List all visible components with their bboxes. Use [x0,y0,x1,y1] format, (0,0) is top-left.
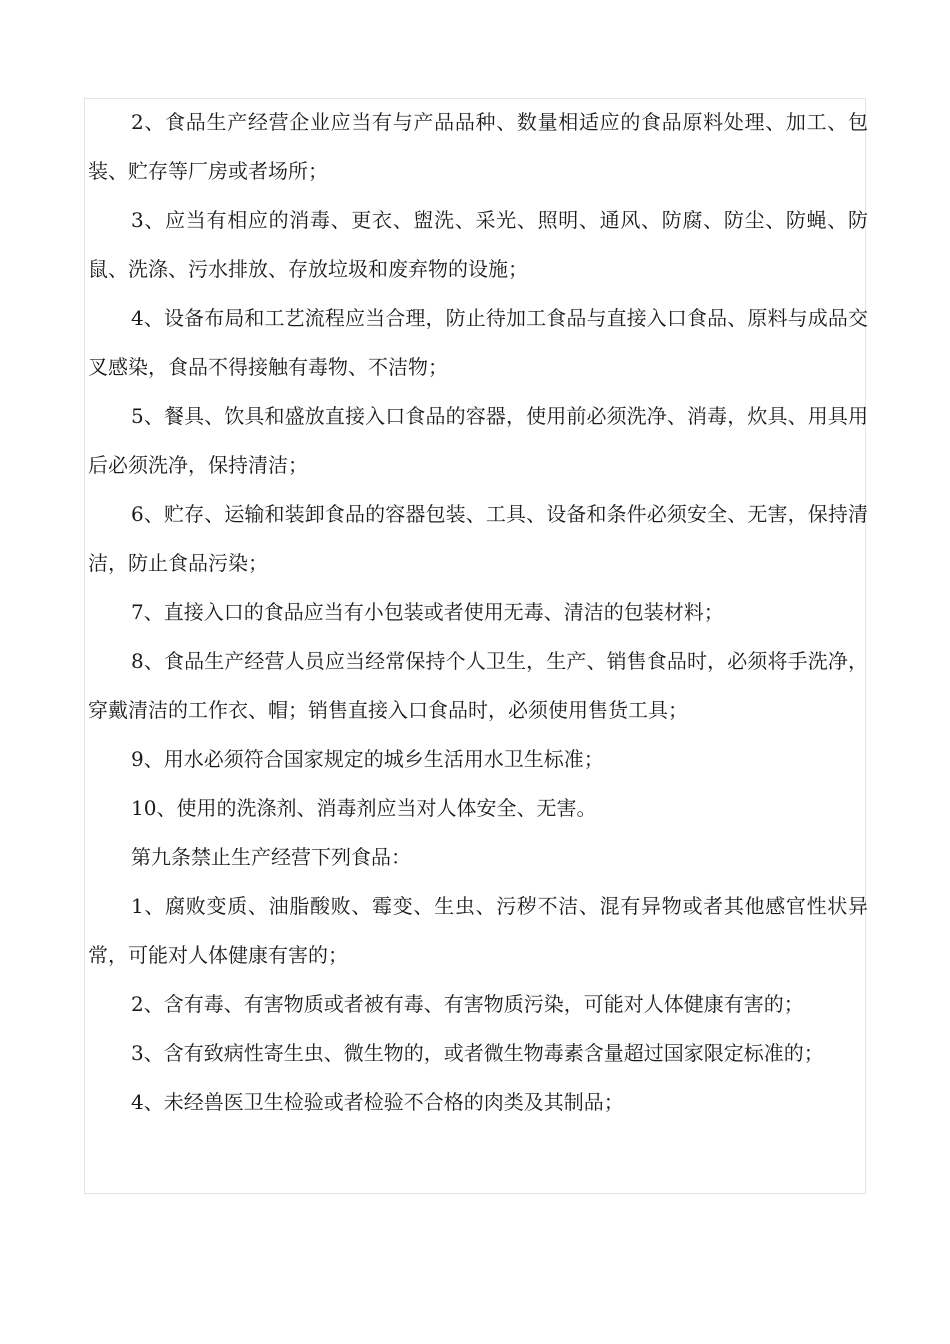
article-9-heading: 第九条禁止生产经营下列食品： [131,845,411,869]
paragraph-prohibited-1: 1、腐败变质、油脂酸败、霉变、生虫、污秽不洁、混有异物或者其他感官性状异常，可能对人体健康有害的； [88,894,868,967]
paragraph-item-10-detergent: 10、使用的洗涤剂、消毒剂应当对人体安全、无害。 [131,796,597,820]
paragraph-item-8-personnel: 8、食品生产经营人员应当经常保持个人卫生，生产、销售食品时，必须将手洗净，穿戴清洁的工作衣、帽；销售直接入口食品时，必须使用售货工具； [88,649,868,722]
paragraph-item-4-layout: 4、设备布局和工艺流程应当合理，防止待加工食品与直接入口食品、原料与成品交叉感染，食品不得接触有毒物、不洁物； [88,306,868,379]
paragraph-prohibited-4: 4、未经兽医卫生检验或者检验不合格的肉类及其制品； [131,1090,624,1114]
paragraph-item-5-tableware: 5、餐具、饮具和盛放直接入口食品的容器，使用前必须洗净、消毒，炊具、用具用后必须洗净，保持清洁； [88,404,868,477]
paragraph-item-3-sanitation: 3、应当有相应的消毒、更衣、盥洗、采光、照明、通风、防腐、防尘、防蝇、防鼠、洗涤、污水排放、存放垃圾和废弃物的设施； [88,208,868,281]
paragraph-item-2-facilities: 2、食品生产经营企业应当有与产品品种、数量相适应的食品原料处理、加工、包装、贮存等厂房或者场所； [88,110,868,183]
paragraph-item-7-packaging: 7、直接入口的食品应当有小包装或者使用无毒、清洁的包装材料； [131,600,724,624]
paragraph-prohibited-3: 3、含有致病性寄生虫、微生物的，或者微生物毒素含量超过国家限定标准的； [131,1041,824,1065]
paragraph-prohibited-2: 2、含有毒、有害物质或者被有毒、有害物质污染，可能对人体健康有害的； [131,992,804,1016]
document-body [88,98,868,1127]
paragraph-item-6-storage: 6、贮存、运输和装卸食品的容器包装、工具、设备和条件必须安全、无害，保持清洁，防止食品污染； [88,502,868,575]
paragraph-item-9-water: 9、用水必须符合国家规定的城乡生活用水卫生标准； [131,747,604,771]
